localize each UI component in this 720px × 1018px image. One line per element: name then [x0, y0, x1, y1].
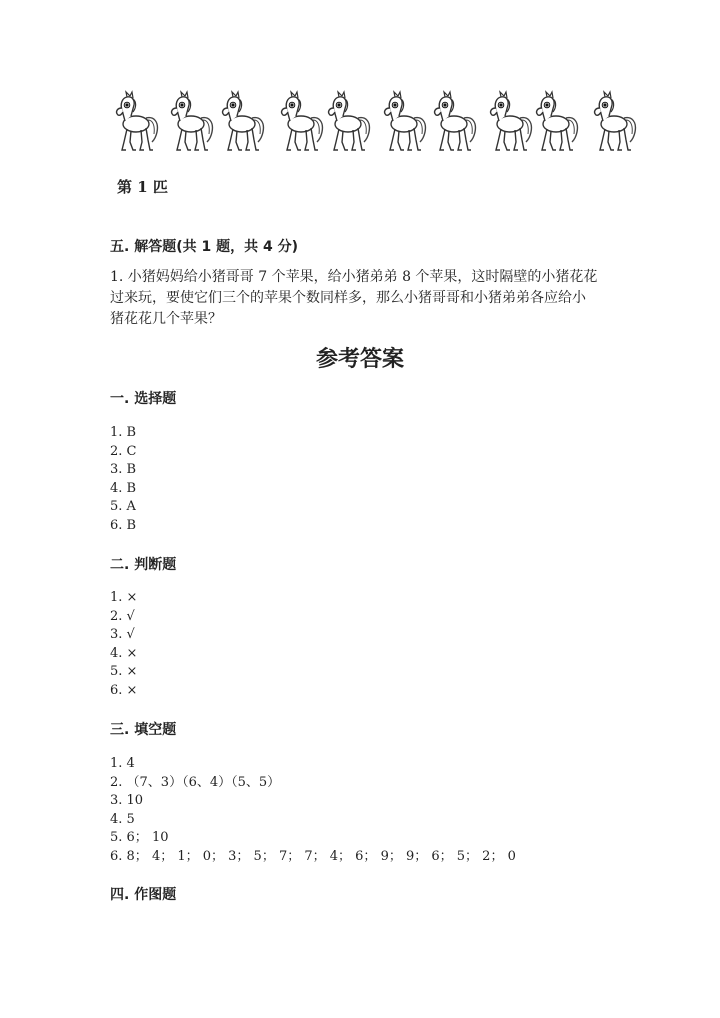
horse-icon	[430, 90, 480, 154]
horse-icon	[380, 90, 430, 154]
answer-item: 5. 6； 10	[110, 830, 169, 846]
answer-item: 4. B	[110, 480, 137, 496]
question-line: 1. 小猪妈妈给小猪哥哥 7 个苹果，给小猪弟弟 8 个苹果，这时隔壁的小猪花花	[110, 269, 598, 285]
question-section-heading: 五. 解答题(共 1 题，共 4 分)	[110, 239, 298, 255]
answer-item: 1. B	[110, 425, 137, 440]
fill-answers	[110, 755, 516, 867]
horse-row	[112, 90, 642, 156]
horse-icon	[218, 90, 268, 154]
horse-icon	[486, 90, 536, 154]
answer-item: 6. 8； 4； 1； 0； 3； 5； 7； 7； 4； 6； 9； 9； 6； 5； 2； 0	[110, 848, 516, 864]
horse-icon	[590, 90, 640, 154]
question-line: 过来玩，要使它们三个的苹果个数同样多，那么小猪哥哥和小猪弟弟各应给小	[110, 290, 586, 306]
fill-heading: 三. 填空题	[110, 722, 177, 738]
judge-heading: 二. 判断题	[110, 557, 177, 573]
answer-item: 2. C	[110, 443, 137, 459]
horse-icon	[167, 90, 217, 154]
answer-item: 4. 5	[110, 811, 135, 827]
answer-item: 5. A	[110, 499, 136, 515]
question-text	[110, 267, 620, 330]
answer-item: 3. B	[110, 462, 137, 478]
answer-item: 3. 10	[110, 793, 144, 809]
answer-title: 参考答案	[315, 347, 404, 372]
horse-icon	[532, 90, 582, 154]
answer-item: 5. ×	[110, 664, 138, 680]
horse-icon	[324, 90, 374, 154]
draw-heading: 四. 作图题	[110, 887, 177, 903]
answer-item: 2. （7、3）（6、4）（5、5）	[110, 774, 281, 790]
choice-answers	[110, 424, 136, 536]
answer-item: 4. ×	[110, 645, 138, 661]
judge-answers	[110, 589, 137, 701]
answer-item: 1. 4	[110, 756, 135, 771]
horse-icon	[277, 90, 327, 154]
question-line: 猪花花几个苹果？	[110, 311, 222, 327]
image-caption: 第 1 匹	[117, 178, 168, 196]
choice-heading: 一. 选择题	[110, 391, 177, 407]
answer-item: 3. √	[110, 627, 135, 643]
answer-item: 1. ×	[110, 590, 138, 605]
answer-item: 6. ×	[110, 682, 138, 698]
answer-item: 2. √	[110, 608, 135, 624]
answer-item: 6. B	[110, 517, 137, 533]
horse-icon	[112, 90, 162, 154]
